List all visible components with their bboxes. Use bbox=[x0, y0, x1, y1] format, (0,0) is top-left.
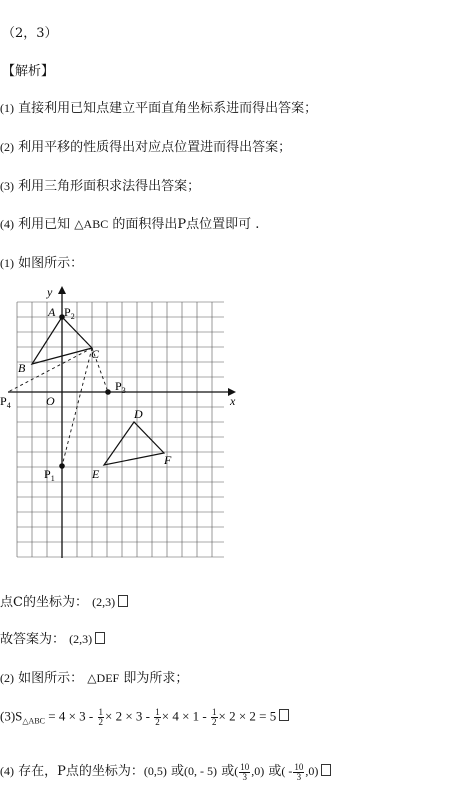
item-text: 如图所示： bbox=[18, 256, 84, 271]
area-symbol: S bbox=[15, 708, 23, 724]
item-number: (4) bbox=[0, 217, 14, 231]
label-c: C bbox=[91, 347, 100, 361]
placeholder-box-icon bbox=[321, 764, 331, 776]
equation-part: × 4 × 1 - bbox=[161, 708, 207, 724]
point-p3 bbox=[105, 389, 111, 395]
section-header: 【解析】 bbox=[2, 64, 55, 79]
equation-part: = 4 × 3 - bbox=[48, 708, 94, 724]
placeholder-box-icon bbox=[118, 595, 128, 607]
coordinate-value: (0, - 5) bbox=[184, 764, 218, 778]
label-d: D bbox=[134, 407, 143, 421]
equation-part: × 2 × 2 = 5 bbox=[218, 708, 277, 724]
placeholder-box-icon bbox=[279, 709, 289, 721]
item-number: (3) bbox=[0, 179, 14, 193]
c-coordinate-line bbox=[0, 591, 128, 610]
item-number: (2) bbox=[0, 140, 14, 154]
item-number: (4) bbox=[0, 764, 14, 778]
or-word: 或 bbox=[171, 764, 185, 779]
label-p2: $P_2$ bbox=[64, 305, 75, 321]
top-answer: （2，3） bbox=[2, 26, 58, 41]
triangle-label: △DEF bbox=[87, 671, 120, 685]
coordinate-value: (2,3) bbox=[92, 595, 116, 609]
fraction: $\frac{1}{2}$ bbox=[155, 707, 160, 727]
label-b: B bbox=[18, 361, 26, 375]
item-text: 故答案为： bbox=[0, 632, 66, 647]
part3-line bbox=[0, 708, 289, 727]
coordinate-value: (0,5) bbox=[143, 764, 167, 778]
or-word: 或 bbox=[268, 764, 282, 779]
label-p3: $P_3$ bbox=[115, 379, 126, 395]
item-number: (3) bbox=[0, 708, 16, 724]
placeholder-box-icon bbox=[95, 632, 105, 644]
point-p1 bbox=[59, 463, 65, 469]
triangle-label: △ABC bbox=[74, 217, 109, 231]
or-word: 或 bbox=[221, 764, 235, 779]
label-p1: $P_1$ bbox=[44, 467, 55, 483]
label-a: A bbox=[48, 305, 56, 319]
item-text: 即为所求； bbox=[123, 671, 189, 686]
x-axis-label: x bbox=[230, 394, 236, 408]
triangle-def bbox=[104, 422, 164, 465]
coordinate-value: ( - $\frac{10}{3}$ ,0) bbox=[281, 761, 319, 782]
fraction: $\frac{1}{2}$ bbox=[212, 707, 217, 727]
equation-part: × 2 × 3 - bbox=[105, 708, 151, 724]
coordinate-figure bbox=[0, 282, 240, 562]
fraction: $\frac{1}{2}$ bbox=[98, 707, 104, 727]
item-number: (2) bbox=[0, 671, 14, 685]
coordinate-value: ( $\frac{10}{3}$ ,0) bbox=[234, 761, 265, 782]
label-e: E bbox=[92, 467, 100, 481]
item-text: 利用三角形面积求法得出答案； bbox=[18, 179, 201, 194]
item-number: (1) bbox=[0, 101, 14, 115]
area-subscript: △ABC bbox=[22, 716, 46, 726]
item-text: 的面积得出P点位置即可 . bbox=[112, 217, 260, 232]
analysis-item-4 bbox=[0, 213, 259, 232]
item-text: 存在，P点的坐标为： bbox=[18, 764, 144, 779]
coordinate-value: (2,3) bbox=[69, 632, 93, 646]
part1-title bbox=[0, 252, 83, 271]
item-text: 直接利用已知点建立平面直角坐标系进而得出答案； bbox=[18, 101, 318, 116]
y-axis-label: y bbox=[47, 285, 53, 299]
item-text: 如图所示： bbox=[18, 671, 84, 686]
y-axis-arrow bbox=[58, 286, 66, 294]
part4-line bbox=[0, 760, 331, 782]
item-text: 利用平移的性质得出对应点位置进而得出答案； bbox=[18, 140, 292, 155]
answer-line bbox=[0, 628, 105, 647]
label-f: F bbox=[164, 453, 172, 467]
analysis-item-3 bbox=[0, 175, 200, 194]
analysis-item-2 bbox=[0, 136, 291, 155]
item-number: (1) bbox=[0, 256, 14, 270]
part2-line bbox=[0, 667, 188, 686]
item-text: 利用已知 bbox=[18, 217, 71, 232]
label-p4: $P_4$ bbox=[0, 394, 11, 410]
grid bbox=[17, 302, 224, 557]
analysis-item-1 bbox=[0, 97, 317, 116]
origin-label: O bbox=[46, 394, 55, 408]
item-text: 点C的坐标为： bbox=[0, 595, 88, 610]
